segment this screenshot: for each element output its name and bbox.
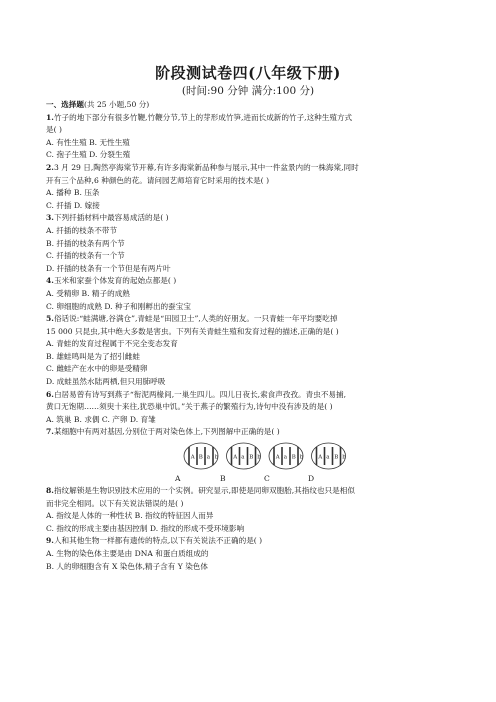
answer-option: A. 指纹是人体的一种性状 B. 指纹的特征因人而异 xyxy=(46,511,214,521)
question-text-line xyxy=(46,326,458,339)
question-number: 7. xyxy=(46,427,54,437)
question-text: 玉米和家蚕个体发育的起始点都是( ) xyxy=(53,276,177,286)
page-title: 阶段测试卷四(八年级下册) xyxy=(155,64,341,82)
questions-list xyxy=(46,112,458,439)
answer-option: A. 播种 B. 压条 xyxy=(46,188,100,198)
question-text-line xyxy=(46,124,458,137)
question-number: 1. xyxy=(46,112,54,122)
gene-label: B xyxy=(334,454,339,461)
figure-label: A xyxy=(175,474,181,484)
answer-option: C. 扦插的枝条有一个节 xyxy=(46,251,125,261)
answer-option: C. 扦插 D. 嫁接 xyxy=(46,200,100,210)
section-heading-label: 一、选择题 xyxy=(46,100,84,109)
figure-label: C xyxy=(264,474,270,484)
answer-option: B. 雄蛙鸣叫是为了招引雌蛙 xyxy=(46,351,140,361)
cell-diagrams xyxy=(182,441,346,471)
question-number: 4. xyxy=(46,276,54,286)
gene-label: a xyxy=(241,454,245,461)
figure-label: B xyxy=(220,474,226,484)
answer-option: A. 生物的染色体主要是由 DNA 和蛋白质组成的 xyxy=(46,549,209,558)
question-text: 开有三个品种,6 种颜色的花。请问园艺师培育它时采用的技术是( ) xyxy=(46,175,270,185)
question-text: 而非完全相同。以下有关说法错误的是( ) xyxy=(46,498,184,508)
answer-option: A. 筑巢 B. 求偶 C. 产卵 D. 育雏 xyxy=(46,414,156,424)
question-text-line xyxy=(46,485,458,498)
question-text: 指纹解锁是生物识别技术应用的一个实例。研究显示,即使是同卵双胞胎,其指纹也只是相似 xyxy=(53,486,355,496)
gene-label: B xyxy=(198,454,203,461)
question-text-line xyxy=(46,212,458,225)
question-text-line xyxy=(46,112,458,125)
question-text: 人和其他生物一样都有遗传的特点,以下有关说法不正确的是( ) xyxy=(53,536,263,546)
gene-label: A xyxy=(190,454,195,461)
question-text-line xyxy=(46,275,458,288)
gene-label: b xyxy=(299,454,304,461)
question-7-figure xyxy=(46,441,458,485)
gene-label: A xyxy=(233,454,238,461)
question-text-line xyxy=(46,313,458,326)
gene-label: b xyxy=(214,454,219,461)
answer-option: A. 扦插的枝条不带节 xyxy=(46,225,118,235)
answer-option: A. 受精卵 B. 精子的成熟 xyxy=(46,288,130,298)
question-text-line xyxy=(46,498,458,511)
question-text-line xyxy=(46,389,458,402)
question-number: 6. xyxy=(46,389,54,399)
question-number: 9. xyxy=(46,536,54,546)
answer-option: A. 有性生殖 B. 无性生殖 xyxy=(46,137,130,147)
page-subtitle: (时间:90 分钟 满分:100 分) xyxy=(181,85,315,97)
gene-label: A xyxy=(318,454,323,461)
question-text: 俗话说:“蛙满塘,谷满仓”,青蛙是“田园卫士”,人类的好朋友。一只青蛙一年平均要吃掉 xyxy=(53,314,338,324)
question-text-line xyxy=(46,535,458,548)
question-number: 3. xyxy=(46,213,54,223)
gene-label: b xyxy=(342,454,346,461)
question-text-line xyxy=(46,401,458,414)
figure-label: D xyxy=(308,474,315,484)
gene-label: a xyxy=(283,454,288,461)
gene-label: A xyxy=(275,454,280,461)
answer-option: D. 扦插的枝条有一个节但是有两片叶 xyxy=(46,263,171,273)
question-text-line xyxy=(46,162,458,175)
answer-option: A. 青蛙的发育过程属于不完全变态发育 xyxy=(46,339,178,349)
question-text-line xyxy=(46,175,458,188)
question-text: 3 月 29 日,陶然亭海棠节开幕,有许多海棠新品种参与展示,其中一件盆景内的一株海棠,同时 xyxy=(53,162,359,172)
answer-option: C. 卵细胞的成熟 D. 种子和刚孵出的蚕宝宝 xyxy=(46,301,191,311)
questions-list-continued xyxy=(46,485,458,573)
figure-labels xyxy=(46,473,458,485)
question-text: 黄口无饱期……须臾十来往,犹恐巢中饥。”关于燕子的繁殖行为,诗句中没有涉及的是( ) xyxy=(46,402,333,412)
question-number: 8. xyxy=(46,486,54,496)
question-text: 下列扦插材料中最容易成活的是( ) xyxy=(53,213,169,223)
gene-label: a xyxy=(206,454,211,461)
exam-content xyxy=(46,99,458,573)
answer-option: D. 成蛙虽然水陆两栖,但只用肺呼吸 xyxy=(46,377,166,387)
question-number: 2. xyxy=(46,162,54,172)
question-text: 是( ) xyxy=(46,125,62,135)
section-heading xyxy=(46,99,458,112)
answer-option: B. 扦插的枝条有两个节 xyxy=(46,238,125,248)
question-text: 某细胞中有两对基因,分别位于两对染色体上,下列图解中正确的是( ) xyxy=(53,427,280,437)
answer-option: C. 孢子生殖 D. 分裂生殖 xyxy=(46,150,131,160)
answer-option: B. 人的卵细胞含有 X 染色体,精子含有 Y 染色体 xyxy=(46,561,208,571)
gene-label: B xyxy=(249,454,254,461)
question-text: 竹子的地下部分有很多竹鞭,竹鞭分节,节上的芽形成竹笋,进而长成新的竹子,这种生殖方式 xyxy=(53,112,353,122)
section-heading-note: (共 25 小题,50 分) xyxy=(83,100,150,109)
gene-label: b xyxy=(257,454,261,461)
answer-option: C. 雌蛙产在水中的卵是受精卵 xyxy=(46,364,148,374)
question-number: 5. xyxy=(46,314,54,324)
gene-label: a xyxy=(326,454,330,461)
answer-option: C. 指纹的形成主要由基因控制 D. 指纹的形成不受环境影响 xyxy=(46,523,245,533)
gene-label: B xyxy=(291,454,296,461)
question-text: 白居易曾有诗写到燕子“衔泥两椽间,一巢生四儿。四儿日夜长,索食声孜孜。青虫不易捕, xyxy=(53,389,347,399)
question-text: 15 000 只昆虫,其中绝大多数是害虫。下列有关青蛙生殖和发育过程的描述,正确的是( ) xyxy=(46,326,339,336)
question-text-line xyxy=(46,426,458,439)
